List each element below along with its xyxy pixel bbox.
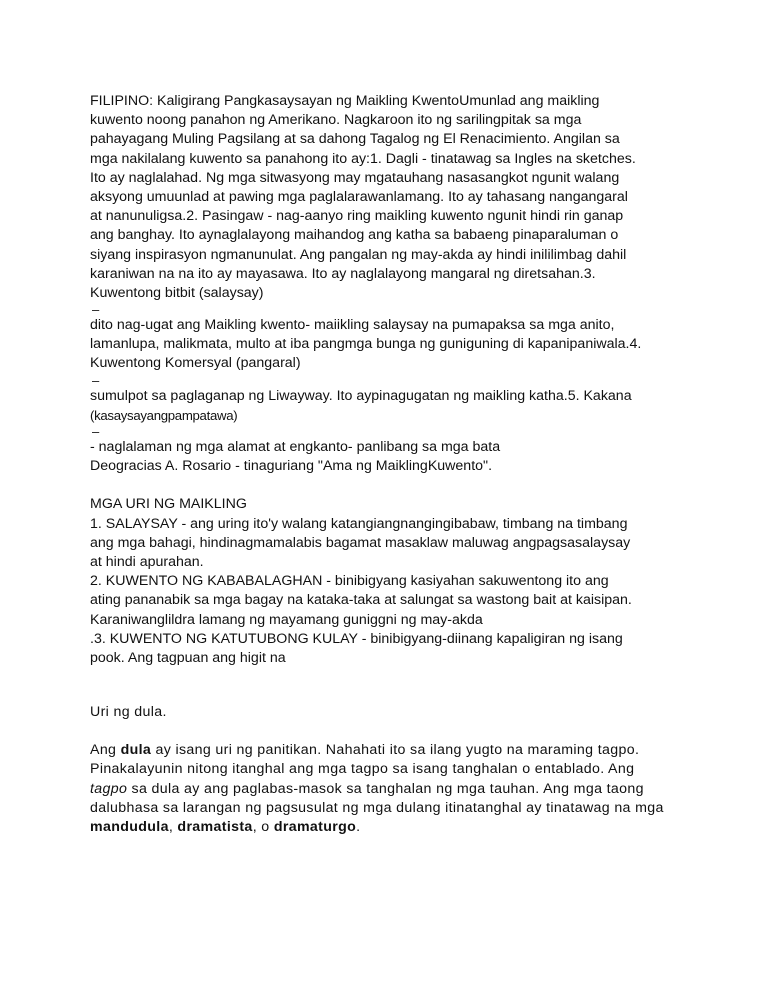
text-line: kuwento noong panahon ng Amerikano. Nagkaroon ito ng sarilingpitak sa mga <box>90 112 582 129</box>
text-line: 1. SALAYSAY - ang uring ito'y walang katangiangnangingibabaw, timbang na timbang <box>90 515 628 532</box>
dash-separator: – <box>92 302 100 318</box>
text-line: karaniwan na na ito ay mayasawa. Ito ay naglalayong mangaral ng diretsahan.3. <box>90 265 596 282</box>
text-line: ang mga bahagi, hindinagmamalabis bagamat masaklaw maluwag angpagsasalaysay <box>90 534 631 551</box>
text-line: sumulpot sa paglaganap ng Liwayway. Ito aypinagugatan ng maikling katha.5. Kakana <box>90 387 632 404</box>
text-line: Pinakalayunin nitong itanghal ang mga tagpo sa isang tanghalan o entablado. Ang <box>90 761 635 778</box>
section-heading: Uri ng dula. <box>90 704 167 721</box>
kakana-paragraph <box>90 438 690 476</box>
text-line: dalubhasa sa larangan ng pagsusulat ng mga dulang itinatanghal ay tinatawag na mga <box>90 799 664 816</box>
text-line: Kuwentong bitbit (salaysay) <box>90 284 264 301</box>
uri-ng-maikling-section <box>90 495 690 668</box>
text-line: Kuwentong Komersyal (pangaral) <box>90 355 301 372</box>
history-paragraph <box>90 92 690 303</box>
uri-ng-dula-section <box>90 703 690 837</box>
document-body <box>90 92 690 837</box>
text-line: pahayagang Muling Pagsilang at sa dahong Tagalog ng El Renacimiento. Angilan sa <box>90 131 620 148</box>
text-line: ang banghay. Ito aynaglalayong maihandog ang katha sa babaeng pinaparaluman o <box>90 227 619 244</box>
bold-term: mandudula <box>90 819 169 835</box>
text-line: dito nag-ugat ang Maikling kwento- maiikling salaysay na pumapaksa sa mga anito, <box>90 317 615 334</box>
italic-term: tagpo <box>90 780 128 797</box>
text-line: Ito ay naglalahad. Ng mga sitwasyong may mgatauhang nasasangkot ngunit walang <box>90 169 620 186</box>
text-line: siyang inspirasyon ngmanunulat. Ang pangalan ng may-akda ay hindi inililimbag dahil <box>90 246 627 263</box>
text-line: Deogracias A. Rosario - tinaguriang "Ama ng MaiklingKuwento". <box>90 458 493 475</box>
text-line: (kasaysayangpampatawa) <box>90 407 238 423</box>
text-line: mga nakilalang kuwento sa panahong ito ay:1. Dagli - tinatawag sa Ingles na sketches. <box>90 150 636 167</box>
text-line: at nanunuligsa.2. Pasingaw - nag-aanyo ring maikling kuwento ngunit hindi rin ganap <box>90 208 624 225</box>
section-heading: MGA URI NG MAIKLING <box>90 496 247 513</box>
text-line: - naglalaman ng mga alamat at engkanto- panlibang sa mga bata <box>90 439 501 455</box>
bold-term: dramaturgo <box>273 819 357 835</box>
text-line: FILIPINO: Kaligirang Pangkasaysayan ng Maikling KwentoUmunlad ang maikling <box>90 93 600 109</box>
text-line: aksyong umuunlad at pawing mga paglalarawanlamang. Ito ay tahasang nangangaral <box>90 188 628 205</box>
dash-separator: – <box>92 372 100 388</box>
dash-separator: – <box>92 424 100 439</box>
bold-term: dula <box>120 742 152 759</box>
komersyal-paragraph <box>90 387 690 425</box>
bitbit-paragraph <box>90 316 690 374</box>
bold-term: dramatista <box>177 819 253 835</box>
text-line: Karaniwanglildra lamang ng mayamang guniggni ng may-akda <box>90 611 483 628</box>
text-line: ating pananabik sa mga bagay na kataka-taka at salungat sa wastong bait at kaisipan. <box>90 592 632 609</box>
text-line: .3. KUWENTO NG KATUTUBONG KULAY - binibigyang-diinang kapaligiran ng isang <box>90 630 623 647</box>
text-line: 2. KUWENTO NG KABABALAGHAN - binibigyang kasiyahan sakuwentong ito ang <box>90 573 609 590</box>
text-line: tagpo sa dula ay ang paglabas-masok sa tanghalan ng mga tauhan. Ang mga taong <box>90 780 644 797</box>
text-line: mandudula, dramatista, o dramaturgo. <box>90 819 361 835</box>
text-line: Ang dula ay isang uri ng panitikan. Nahahati ito sa ilang yugto na maraming tagpo. <box>90 742 640 759</box>
text-line: pook. Ang tagpuan ang higit na <box>90 649 286 666</box>
text-line: at hindi apurahan. <box>90 553 204 570</box>
text-line: lamanlupa, malikmata, multo at iba pangmga bunga ng guniguning di kapanipaniwala.4. <box>90 336 642 353</box>
